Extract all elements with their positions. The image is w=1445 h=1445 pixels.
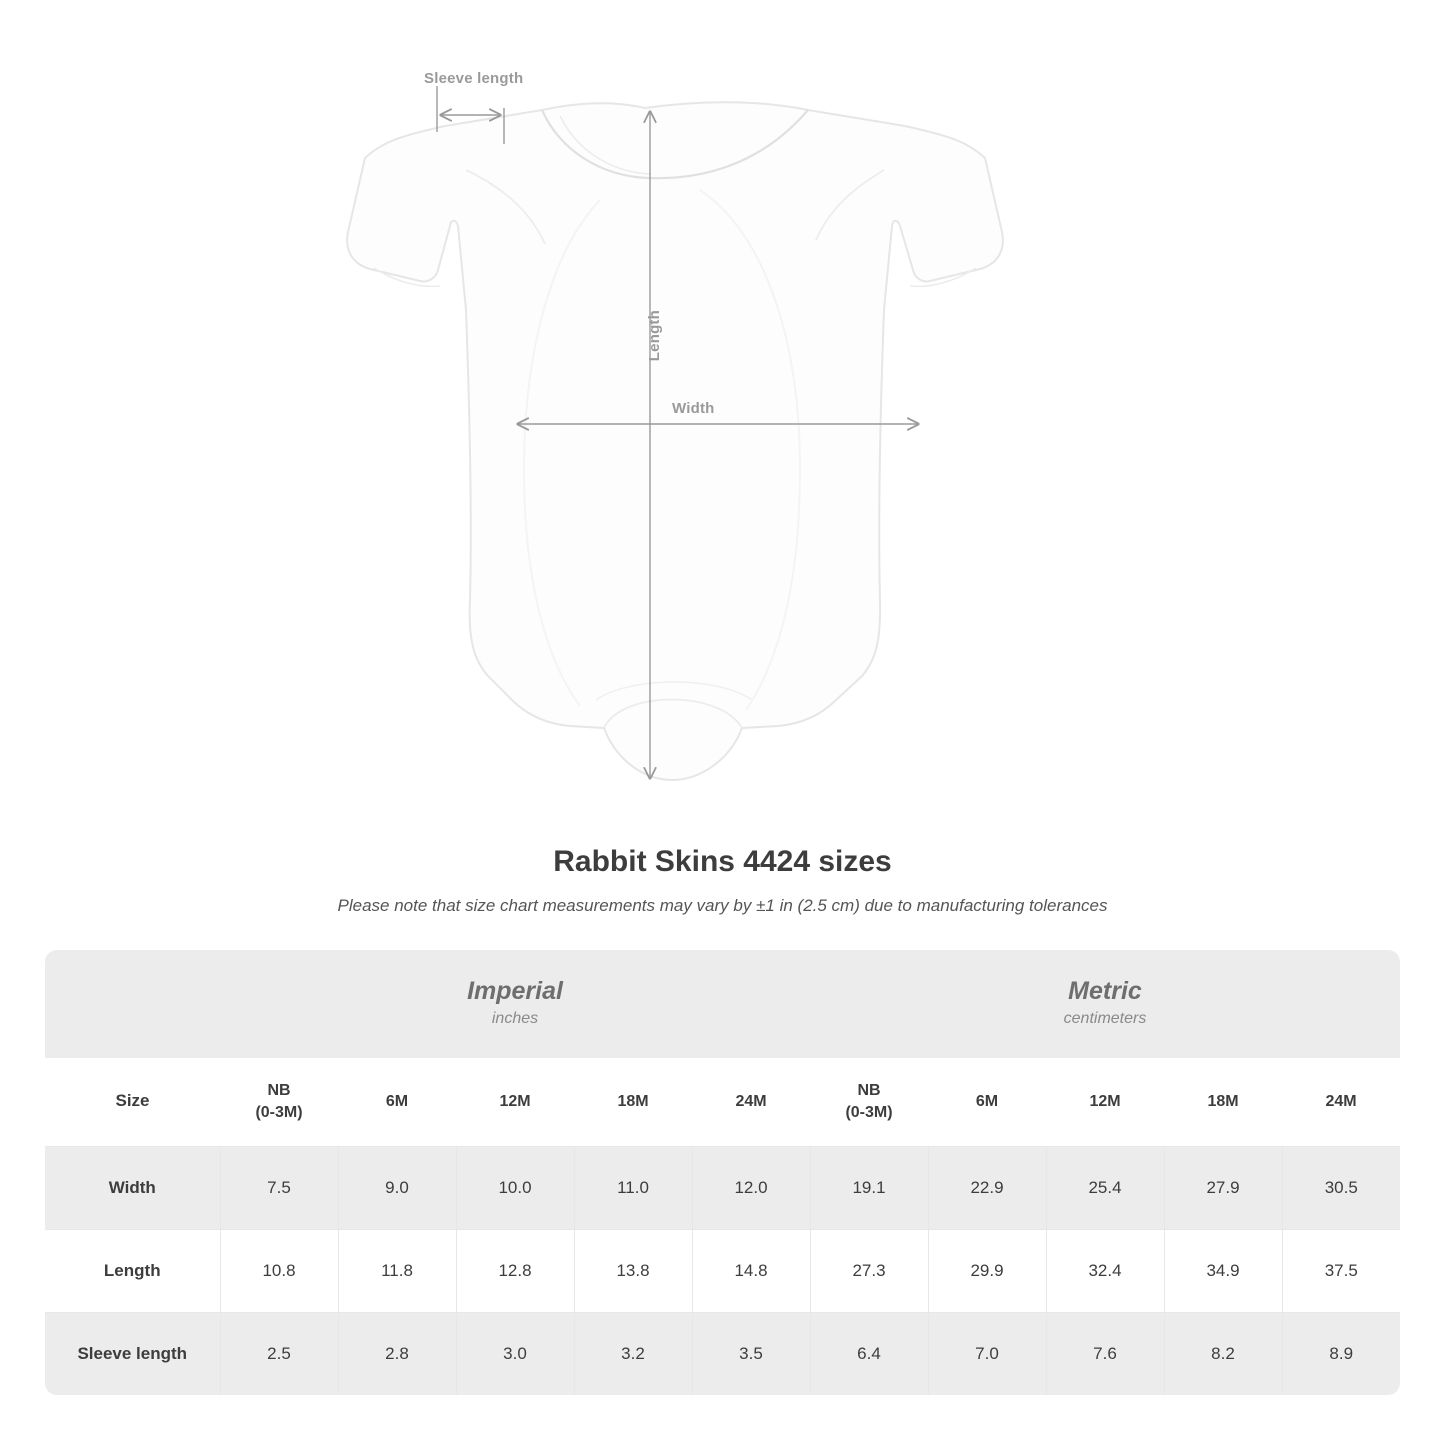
size-chart-table <box>45 950 1400 1395</box>
column-header-line2: (0-3M) <box>255 1103 303 1121</box>
cell-length-12m-cm: 32.4 <box>1046 1229 1164 1312</box>
cell-sleeve-18m-cm: 8.2 <box>1164 1312 1282 1395</box>
cell-width-24m-in: 12.0 <box>692 1146 810 1229</box>
unit-group-metric-name: Metric <box>1068 976 1142 1005</box>
cell-length-18m-in: 13.8 <box>574 1229 692 1312</box>
cell-length-24m-in: 14.8 <box>692 1229 810 1312</box>
cell-sleeve-24m-cm: 8.9 <box>1282 1312 1400 1395</box>
column-header-12m-imperial: 12M <box>456 1058 574 1146</box>
column-header-18m-imperial: 18M <box>574 1058 692 1146</box>
column-header-6m-metric: 6M <box>928 1058 1046 1146</box>
cell-width-18m-cm: 27.9 <box>1164 1146 1282 1229</box>
cell-length-6m-in: 11.8 <box>338 1229 456 1312</box>
row-label-sleeve-length: Sleeve length <box>45 1312 220 1395</box>
column-header-12m-metric: 12M <box>1046 1058 1164 1146</box>
cell-width-24m-cm: 30.5 <box>1282 1146 1400 1229</box>
unit-group-imperial-sub: inches <box>491 1009 539 1027</box>
cell-length-12m-in: 12.8 <box>456 1229 574 1312</box>
column-header-line1: NB <box>857 1082 881 1100</box>
width-label: Width <box>672 400 715 417</box>
page-subtitle: Please note that size chart measurements may vary by ±1 in (2.5 cm) due to manufacturing tolerances <box>337 896 1108 915</box>
page-title: Rabbit Skins 4424 sizes <box>553 845 892 878</box>
table-row <box>45 1312 1400 1395</box>
column-header-line2: (0-3M) <box>845 1103 893 1121</box>
unit-group-metric <box>810 950 1400 1058</box>
unit-header-row <box>45 950 1400 1058</box>
cell-width-nb-in: 7.5 <box>220 1146 338 1229</box>
row-label-width: Width <box>45 1146 220 1229</box>
unit-header-blank <box>45 950 220 1058</box>
size-chart-table-wrap <box>45 950 1400 1395</box>
table-row <box>45 1146 1400 1229</box>
cell-width-12m-cm: 25.4 <box>1046 1146 1164 1229</box>
cell-width-12m-in: 10.0 <box>456 1146 574 1229</box>
cell-sleeve-6m-cm: 7.0 <box>928 1312 1046 1395</box>
column-header-nb-metric <box>810 1058 928 1146</box>
cell-length-6m-cm: 29.9 <box>928 1229 1046 1312</box>
cell-length-18m-cm: 34.9 <box>1164 1229 1282 1312</box>
cell-sleeve-12m-in: 3.0 <box>456 1312 574 1395</box>
cell-sleeve-18m-in: 3.2 <box>574 1312 692 1395</box>
column-header-24m-imperial: 24M <box>692 1058 810 1146</box>
column-header-24m-metric: 24M <box>1282 1058 1400 1146</box>
unit-group-imperial <box>220 950 810 1058</box>
cell-length-nb-cm: 27.3 <box>810 1229 928 1312</box>
column-header-6m-imperial: 6M <box>338 1058 456 1146</box>
cell-sleeve-24m-in: 3.5 <box>692 1312 810 1395</box>
bodysuit-shape <box>347 102 1003 780</box>
table-row <box>45 1229 1400 1312</box>
cell-length-24m-cm: 37.5 <box>1282 1229 1400 1312</box>
cell-width-6m-in: 9.0 <box>338 1146 456 1229</box>
length-label: Length <box>646 310 663 362</box>
column-header-18m-metric: 18M <box>1164 1058 1282 1146</box>
sleeve-length-label: Sleeve length <box>424 70 524 87</box>
unit-group-metric-sub: centimeters <box>1063 1009 1147 1027</box>
cell-width-nb-cm: 19.1 <box>810 1146 928 1229</box>
column-header-nb-imperial <box>220 1058 338 1146</box>
row-header-size: Size <box>45 1058 220 1146</box>
cell-length-nb-in: 10.8 <box>220 1229 338 1312</box>
row-label-length: Length <box>45 1229 220 1312</box>
cell-width-18m-in: 11.0 <box>574 1146 692 1229</box>
column-header-line1: NB <box>267 1082 291 1100</box>
cell-sleeve-6m-in: 2.8 <box>338 1312 456 1395</box>
cell-sleeve-12m-cm: 7.6 <box>1046 1312 1164 1395</box>
size-header-row <box>45 1058 1400 1146</box>
cell-sleeve-nb-cm: 6.4 <box>810 1312 928 1395</box>
cell-sleeve-nb-in: 2.5 <box>220 1312 338 1395</box>
cell-width-6m-cm: 22.9 <box>928 1146 1046 1229</box>
unit-group-imperial-name: Imperial <box>467 976 563 1005</box>
